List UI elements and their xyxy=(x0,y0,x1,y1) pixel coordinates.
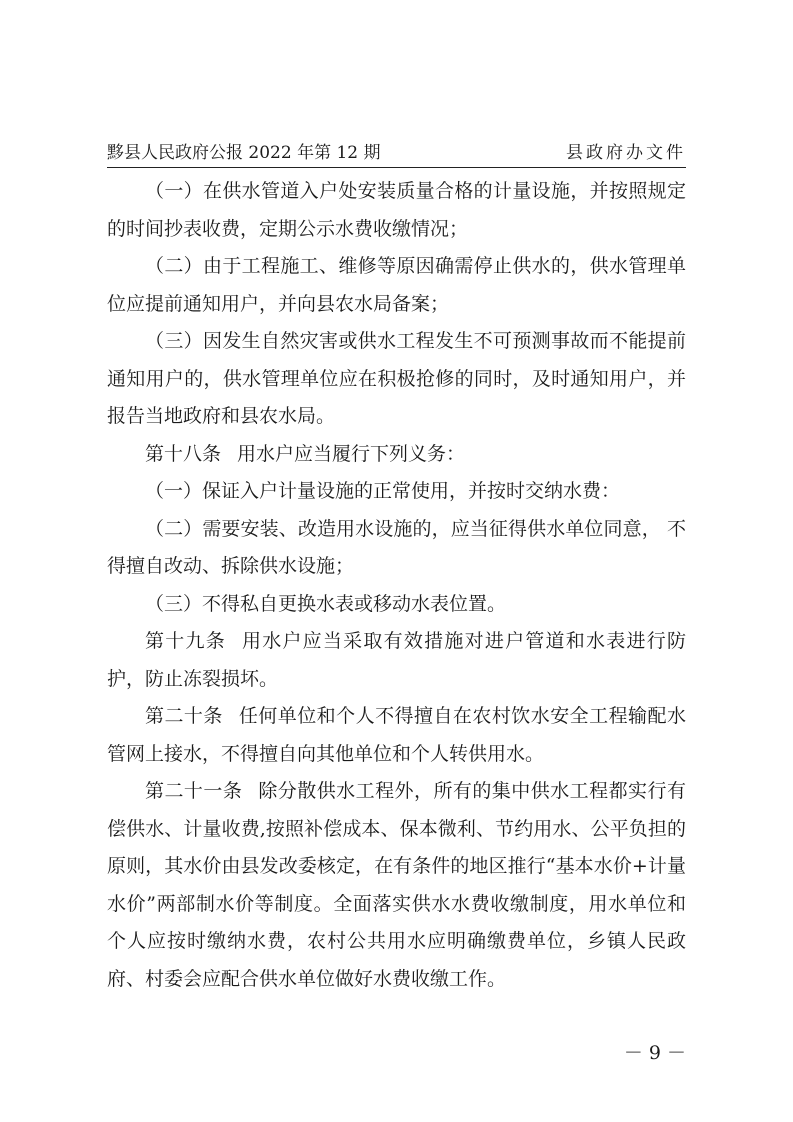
paragraph-text: （三）不得私自更换水表或移动水表位置。 xyxy=(145,592,507,615)
article-18 xyxy=(107,436,686,474)
paragraph-text: （二）需要安装、改造用水设施的，应当征得供水单位同意， 不得擅自改动、拆除供水设施； xyxy=(107,517,686,577)
article-number: 第十八条 xyxy=(145,442,222,465)
article-19 xyxy=(107,623,686,698)
article-number: 第二十一条 xyxy=(145,780,243,802)
article-20 xyxy=(107,698,686,773)
article-number: 第十九条 xyxy=(145,630,226,652)
paragraph xyxy=(107,248,686,323)
paragraph-text: 用水户应当采取有效措施对进户管道和水表进行防护，防止冻裂损坏。 xyxy=(107,630,686,690)
paragraph-text: 用水户应当履行下列义务： xyxy=(237,442,466,465)
document-body xyxy=(107,173,686,998)
paragraph-text: 任何单位和个人不得擅自在农村饮水安全工程输配水管网上接水，不得擅自向其他单位和个人转供用水。 xyxy=(107,705,686,765)
paragraph xyxy=(107,511,686,586)
paragraph-text: （一）保证入户计量设施的正常使用，并按时交纳水费： xyxy=(145,480,621,502)
paragraph xyxy=(107,173,686,248)
paragraph xyxy=(107,473,686,511)
paragraph-text: （二）由于工程施工、维修等原因确需停止供水的，供水管理单位应提前通知用户，并向县农水局备案； xyxy=(107,255,686,315)
document-category: 县政府办文件 xyxy=(566,143,686,163)
paragraph-text: 除分散供水工程外，所有的集中供水工程都实行有偿供水、计量收费,按照补偿成本、保本微利、节约用水、公平负担的原则，其水价由县发改委核定，在有条件的地区推行“基本水价+计量水价”两部制水价等制度。全面落实供水水费收缴制度，用水单位和个人应按时缴纳水费，农村公共用水应明确缴费单位，乡镇人民政府、村委会应配合供水单位做好水费收缴工作。 xyxy=(107,780,686,990)
paragraph-text: （三）因发生自然灾害或供水工程发生不可预测事故而不能提前通知用户的，供水管理单位应在积极抢修的同时，及时通知用户，并报告当地政府和县农水局。 xyxy=(107,330,686,427)
page-number: － 9 － xyxy=(623,1042,686,1064)
paragraph-text: （一）在供水管道入户处安装质量合格的计量设施，并按照规定的时间抄表收费，定期公示水费收缴情况； xyxy=(107,180,686,240)
paragraph xyxy=(107,586,686,624)
bulletin-title: 黟县人民政府公报 2022 年第 12 期 xyxy=(107,143,381,163)
header-divider xyxy=(107,167,686,168)
paragraph xyxy=(107,323,686,436)
article-21 xyxy=(107,773,686,998)
running-header xyxy=(107,140,686,166)
article-number: 第二十条 xyxy=(145,705,223,727)
